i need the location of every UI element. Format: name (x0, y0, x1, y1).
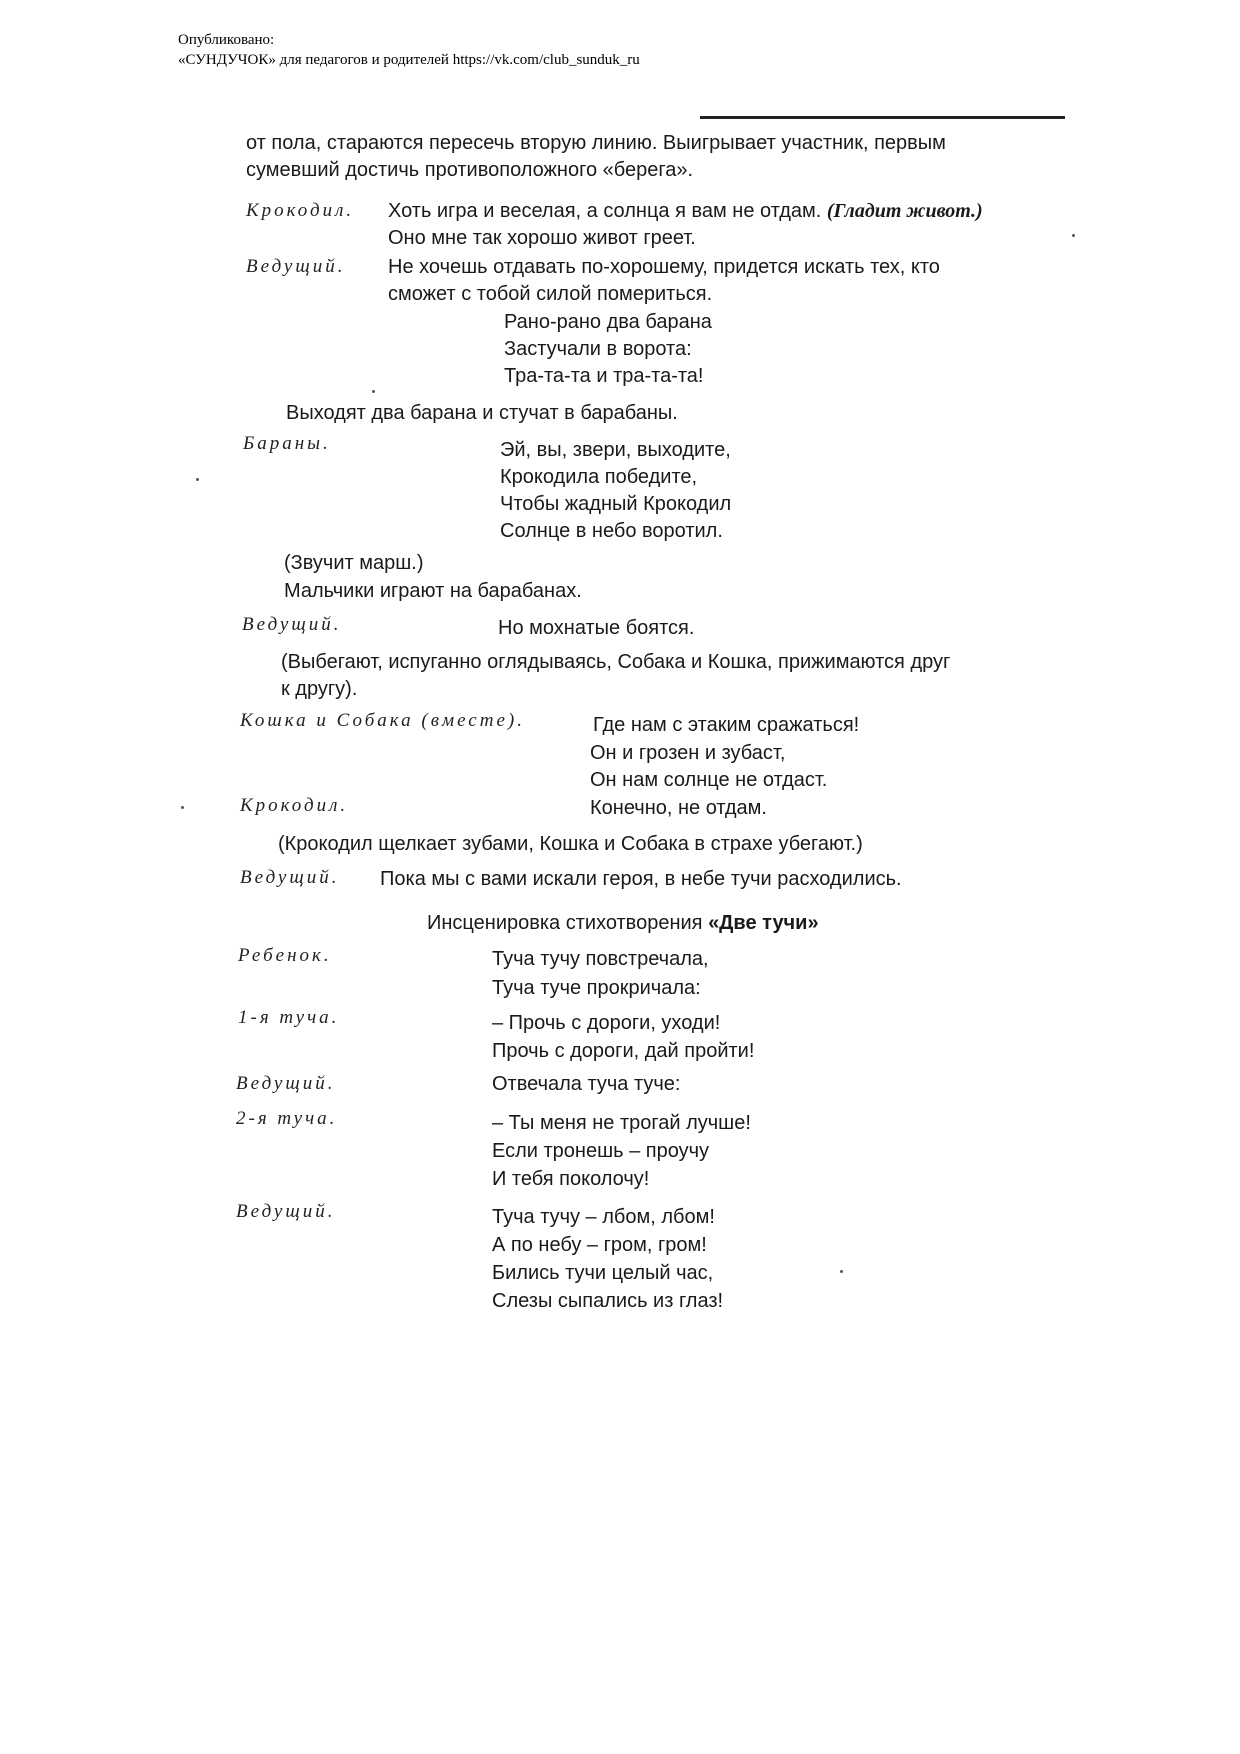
top-rule (700, 116, 1065, 119)
poem-line: Туча тучу – лбом, лбом! (492, 1206, 715, 1228)
poem-line: Бились тучи целый час, (492, 1262, 714, 1284)
verse-line: Солнце в небо воротил. (500, 520, 723, 542)
speaker-crocodile: Крокодил. (240, 795, 349, 816)
section-prefix: Инсценировка стихотворения (427, 912, 703, 934)
poem-line: Туча туче прокричала: (492, 977, 701, 999)
scan-speck (196, 478, 199, 481)
stage-direction: Выходят два барана и стучат в барабаны. (286, 402, 678, 424)
poem-line: – Ты меня не трогай лучше! (492, 1112, 751, 1134)
stage-direction: (Крокодил щелкает зубами, Кошка и Собака в страхе убегают.) (278, 833, 863, 855)
speaker-host: Ведущий. (236, 1073, 336, 1094)
verse-line: Рано-рано два барана (504, 311, 712, 333)
scan-speck (840, 1270, 843, 1273)
speaker-host: Ведущий. (240, 867, 340, 888)
verse-line: Застучали в ворота: (504, 338, 692, 360)
poem-line: Слезы сыпались из глаз! (492, 1290, 724, 1312)
speaker-crocodile: Крокодил. (246, 200, 355, 221)
scan-speck (181, 806, 184, 809)
poem-line: Туча тучу повстречала, (492, 948, 709, 970)
publication-header (178, 30, 640, 70)
header-line-1: Опубликовано: (178, 32, 275, 48)
poem-line: – Прочь с дороги, уходи! (492, 1012, 721, 1034)
replica-line: Не хочешь отдавать по-хорошему, придется искать тех, кто (388, 256, 940, 278)
speaker-child: Ребенок. (238, 945, 332, 966)
replica-text: Хоть игра и веселая, а солнца я вам не отдам. (388, 200, 822, 222)
intro-line-1: от пола, стараются пересечь вторую линию. Выигрывает участник, первым (246, 132, 946, 154)
poem-line: Прочь с дороги, дай пройти! (492, 1040, 755, 1062)
speaker-host: Ведущий. (242, 614, 342, 635)
replica-line (388, 198, 983, 224)
replica-line: сможет с тобой силой помериться. (388, 283, 713, 305)
poem-line: Если тронешь – проучу (492, 1140, 710, 1162)
section-title (427, 910, 819, 936)
stage-direction: (Звучит марш.) (284, 552, 424, 574)
replica-line: Пока мы с вами искали героя, в небе тучи расходились. (380, 868, 902, 890)
speaker-cloud-2: 2-я туча. (236, 1108, 338, 1129)
verse-line: Тра-та-та и тра-та-та! (504, 365, 704, 387)
header-line-2: «СУНДУЧОК» для педагогов и родителей https://vk.com/club_sunduk_ru (178, 52, 640, 68)
verse-line: Он и грозен и зубаст, (590, 742, 786, 764)
verse-line: Эй, вы, звери, выходите, (500, 439, 731, 461)
speaker-rams: Бараны. (243, 433, 331, 454)
scan-speck (372, 390, 375, 393)
speaker-cloud-1: 1-я туча. (238, 1007, 340, 1028)
stage-direction: (Выбегают, испуганно оглядываясь, Собака и Кошка, прижимаются друг (281, 651, 951, 673)
stage-direction: Мальчики играют на барабанах. (284, 580, 582, 602)
replica-line: Конечно, не отдам. (590, 797, 767, 819)
intro-line-2: сумевший достичь противоположного «берега». (246, 159, 694, 181)
verse-line: Чтобы жадный Крокодил (500, 493, 732, 515)
stage-direction: к другу). (281, 678, 358, 700)
verse-line: Крокодила победите, (500, 466, 698, 488)
replica-line: Но мохнатые боятся. (498, 617, 695, 639)
speaker-host: Ведущий. (246, 256, 346, 277)
speaker-cat-and-dog: Кошка и Собака (вместе). (240, 710, 525, 731)
poem-title: «Две тучи» (708, 912, 819, 934)
poem-line: И тебя поколочу! (492, 1168, 650, 1190)
verse-line: Где нам с этаким сражаться! (593, 714, 860, 736)
poem-line: А по небу – гром, гром! (492, 1234, 707, 1256)
replica-line: Оно мне так хорошо живот греет. (388, 227, 696, 249)
poem-line: Отвечала туча туче: (492, 1073, 681, 1095)
verse-line: Он нам солнце не отдаст. (590, 769, 828, 791)
scan-speck (1072, 234, 1075, 237)
speaker-host: Ведущий. (236, 1201, 336, 1222)
stage-remark: (Гладит живот.) (826, 200, 983, 222)
